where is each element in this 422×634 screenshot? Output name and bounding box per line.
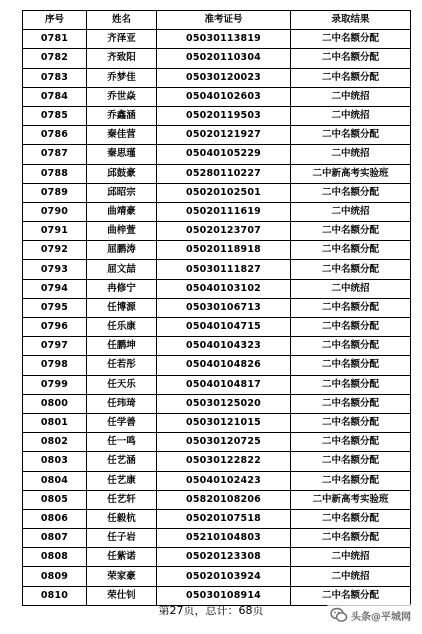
header-serial-number: 序号 [23,11,87,30]
exam-ticket-number-cell: 05040104826 [157,356,291,375]
name-cell: 任子岩 [87,529,157,548]
name-cell: 任乐康 [87,318,157,337]
admission-result-cell: 二中名额分配 [291,222,411,241]
exam-ticket-number-cell: 05030106713 [157,298,291,317]
exam-ticket-number-cell: 05020123308 [157,548,291,567]
exam-ticket-number-cell: 05020119503 [157,106,291,125]
table-row [23,260,411,279]
exam-ticket-number-cell: 05040104323 [157,337,291,356]
name-cell: 冉修宁 [87,279,157,298]
table-row [23,49,411,68]
serial-number-cell: 0799 [23,375,87,394]
name-cell: 齐致阳 [87,49,157,68]
admission-result-cell: 二中名额分配 [291,586,411,605]
serial-number-cell: 0787 [23,145,87,164]
table-row [23,394,411,413]
table-row [23,202,411,221]
name-cell: 秦思瑾 [87,145,157,164]
admission-result-cell: 二中名额分配 [291,126,411,145]
serial-number-cell: 0801 [23,413,87,432]
exam-ticket-number-cell: 05820108206 [157,490,291,509]
name-cell: 曲梓萱 [87,222,157,241]
name-cell: 任紫诺 [87,548,157,567]
exam-ticket-number-cell: 05040104715 [157,318,291,337]
serial-number-cell: 0785 [23,106,87,125]
admission-result-cell: 二中名额分配 [291,433,411,452]
serial-number-cell: 0797 [23,337,87,356]
serial-number-cell: 0809 [23,567,87,586]
table-row [23,241,411,260]
admission-results-table [22,10,411,606]
serial-number-cell: 0781 [23,30,87,49]
admission-result-cell: 二中新高考实验班 [291,490,411,509]
admission-result-cell: 二中统招 [291,106,411,125]
serial-number-cell: 0794 [23,279,87,298]
serial-number-cell: 0804 [23,471,87,490]
exam-ticket-number-cell: 05040102423 [157,471,291,490]
name-cell: 乔世焱 [87,87,157,106]
serial-number-cell: 0807 [23,529,87,548]
table-row [23,509,411,528]
name-cell: 任天乐 [87,375,157,394]
admission-result-cell: 二中名额分配 [291,260,411,279]
table-row [23,529,411,548]
admission-result-cell: 二中名额分配 [291,183,411,202]
admission-result-cell: 二中名额分配 [291,413,411,432]
table-row [23,452,411,471]
exam-ticket-number-cell: 05030125020 [157,394,291,413]
exam-ticket-number-cell: 05030113819 [157,30,291,49]
header-admission-result: 录取结果 [291,11,411,30]
page-footer: 第27页，总计：68页 [158,604,264,617]
header-exam-ticket-number: 准考证号 [157,11,291,30]
serial-number-cell: 0793 [23,260,87,279]
exam-ticket-number-cell: 05040104817 [157,375,291,394]
name-cell: 任玮琦 [87,394,157,413]
serial-number-cell: 0788 [23,164,87,183]
name-cell: 任艺康 [87,471,157,490]
serial-number-cell: 0783 [23,68,87,87]
serial-number-cell: 0802 [23,433,87,452]
admission-result-cell: 二中名额分配 [291,68,411,87]
name-cell: 乔鑫涵 [87,106,157,125]
serial-number-cell: 0806 [23,509,87,528]
name-cell: 任毅杭 [87,509,157,528]
serial-number-cell: 0782 [23,49,87,68]
admission-result-cell: 二中统招 [291,548,411,567]
table-body [23,30,411,606]
admission-result-cell: 二中统招 [291,145,411,164]
name-cell: 任博源 [87,298,157,317]
exam-ticket-number-cell: 05020118918 [157,241,291,260]
serial-number-cell: 0790 [23,202,87,221]
table-row [23,164,411,183]
name-cell: 任若彤 [87,356,157,375]
table-row [23,548,411,567]
exam-ticket-number-cell: 05030108914 [157,586,291,605]
exam-ticket-number-cell: 05040103102 [157,279,291,298]
exam-ticket-number-cell: 05210104803 [157,529,291,548]
exam-ticket-number-cell: 05030121015 [157,413,291,432]
serial-number-cell: 0791 [23,222,87,241]
exam-ticket-number-cell: 05020121927 [157,126,291,145]
header-name: 姓名 [87,11,157,30]
wechat-like-icon [330,606,348,624]
admission-result-cell: 二中名额分配 [291,241,411,260]
table-row [23,145,411,164]
admission-result-cell: 二中统招 [291,87,411,106]
exam-ticket-number-cell: 05040105229 [157,145,291,164]
admission-result-cell: 二中名额分配 [291,49,411,68]
serial-number-cell: 0798 [23,356,87,375]
exam-ticket-number-cell: 05280110227 [157,164,291,183]
table-row [23,586,411,605]
serial-number-cell: 0796 [23,318,87,337]
table-row [23,337,411,356]
table-row [23,183,411,202]
table-row [23,433,411,452]
serial-number-cell: 0784 [23,87,87,106]
name-cell: 曲靖豪 [87,202,157,221]
watermark [327,604,414,626]
name-cell: 荣家豪 [87,567,157,586]
table-row [23,375,411,394]
admission-result-cell: 二中名额分配 [291,375,411,394]
serial-number-cell: 0805 [23,490,87,509]
name-cell: 任艺轩 [87,490,157,509]
table-row [23,87,411,106]
table-row [23,30,411,49]
name-cell: 齐泽亚 [87,30,157,49]
exam-ticket-number-cell: 05030120023 [157,68,291,87]
admission-result-cell: 二中新高考实验班 [291,164,411,183]
admission-result-cell: 二中名额分配 [291,356,411,375]
name-cell: 秦佳营 [87,126,157,145]
exam-ticket-number-cell: 05040102603 [157,87,291,106]
name-cell: 屈文喆 [87,260,157,279]
admission-result-cell: 二中名额分配 [291,471,411,490]
serial-number-cell: 0786 [23,126,87,145]
admission-result-cell: 二中名额分配 [291,452,411,471]
table-row [23,567,411,586]
name-cell: 屈鹏涛 [87,241,157,260]
name-cell: 任艺涵 [87,452,157,471]
exam-ticket-number-cell: 05020103924 [157,567,291,586]
table-row [23,298,411,317]
table-row [23,222,411,241]
table-row [23,68,411,87]
name-cell: 任学善 [87,413,157,432]
admission-result-cell: 二中统招 [291,279,411,298]
table-row [23,413,411,432]
exam-ticket-number-cell: 05020102501 [157,183,291,202]
exam-ticket-number-cell: 05020123707 [157,222,291,241]
serial-number-cell: 0808 [23,548,87,567]
name-cell: 邱鼓豪 [87,164,157,183]
admission-result-cell: 二中名额分配 [291,318,411,337]
name-cell: 任鹏坤 [87,337,157,356]
admission-result-cell: 二中统招 [291,202,411,221]
serial-number-cell: 0792 [23,241,87,260]
exam-ticket-number-cell: 05020111619 [157,202,291,221]
exam-ticket-number-cell: 05030111827 [157,260,291,279]
exam-ticket-number-cell: 05020110304 [157,49,291,68]
table-row [23,106,411,125]
admission-result-cell: 二中统招 [291,567,411,586]
admission-result-cell: 二中名额分配 [291,394,411,413]
admission-result-cell: 二中名额分配 [291,337,411,356]
table-row [23,318,411,337]
serial-number-cell: 0795 [23,298,87,317]
admission-result-cell: 二中名额分配 [291,529,411,548]
table-row [23,279,411,298]
serial-number-cell: 0789 [23,183,87,202]
name-cell: 邱昭宗 [87,183,157,202]
exam-ticket-number-cell: 05030122822 [157,452,291,471]
serial-number-cell: 0800 [23,394,87,413]
admission-result-cell: 二中名额分配 [291,509,411,528]
table-row [23,356,411,375]
table-header-row [23,11,411,30]
table-row [23,471,411,490]
exam-ticket-number-cell: 05020107518 [157,509,291,528]
name-cell: 荣仕钊 [87,586,157,605]
name-cell: 任一鸣 [87,433,157,452]
exam-ticket-number-cell: 05030120725 [157,433,291,452]
table-row [23,126,411,145]
name-cell: 乔梦佳 [87,68,157,87]
table-row [23,490,411,509]
serial-number-cell: 0810 [23,586,87,605]
admission-result-cell: 二中名额分配 [291,30,411,49]
admission-result-cell: 二中名额分配 [291,298,411,317]
watermark-text: 头条@平城网 [351,611,411,623]
serial-number-cell: 0803 [23,452,87,471]
